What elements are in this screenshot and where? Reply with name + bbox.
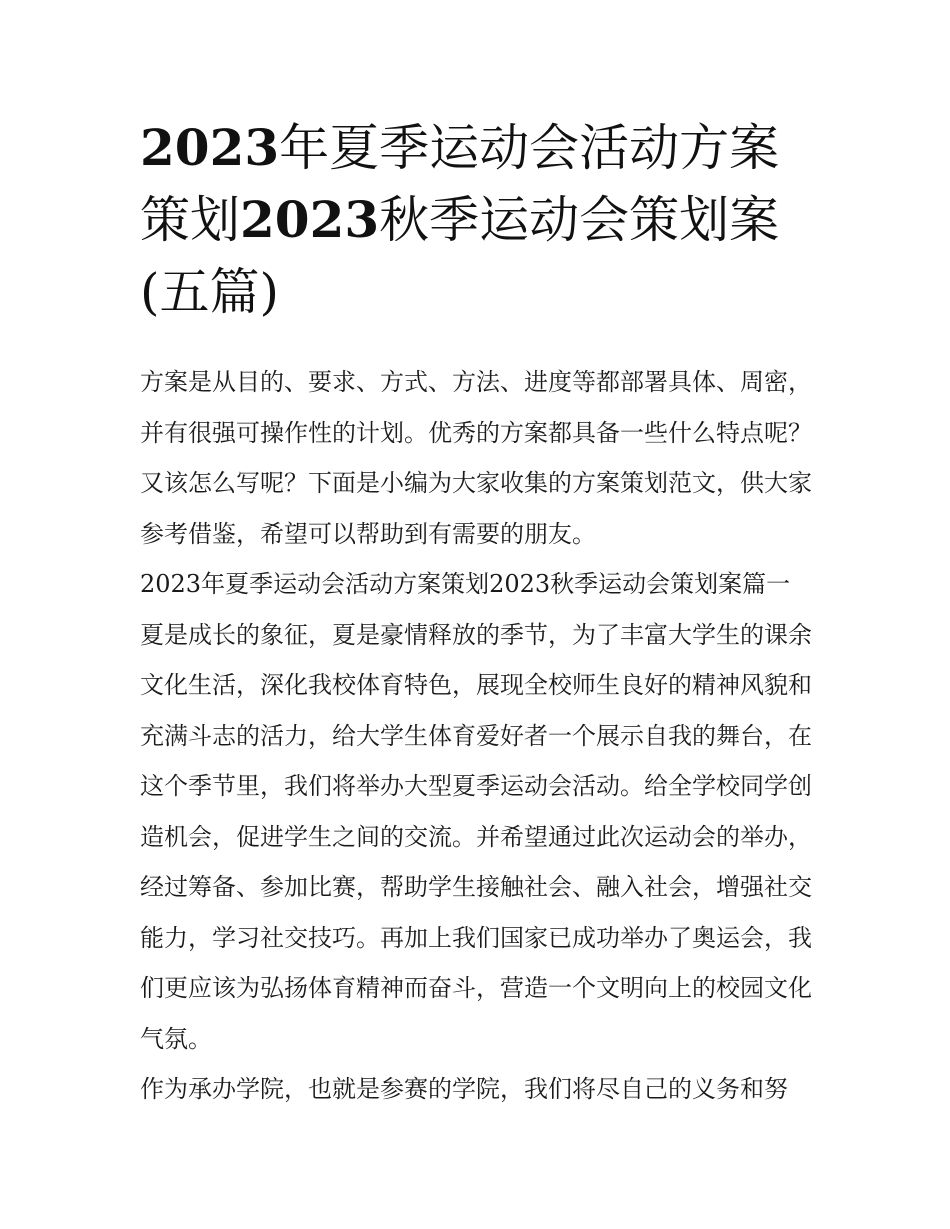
title-text-2: 秋季运动会策划案(五篇)	[140, 191, 780, 321]
title-year-1: 2023	[140, 118, 280, 177]
body-paragraph-continued: 作为承办学院，也就是参赛的学院，我们将尽自己的义务和努	[140, 1075, 788, 1103]
document-title	[140, 112, 820, 328]
body-paragraph: 夏是成长的象征，夏是豪情释放的季节，为了丰富大学生的课余文化生活，深化我校体育特色，展现全校师生良好的精神风貌和充满斗志的活力，给大学生体育爱好者一个展示自我的舞台，在这个季节里，我们将举办大型夏季运动会活动。给全学校同学创造机会，促进学生之间的交流。并希望通过此次运动会的举办，经过筹备、参加比赛，帮助学生接触社会、融入社会，增强社交能力，学习社交技巧。再加上我们国家已成功举办了奥运会，我们更应该为弘扬体育精神而奋斗，营造一个文明向上的校园文化气氛。	[140, 620, 812, 1053]
title-text-1: 年夏季运动会活动方案策划	[140, 119, 780, 249]
section-heading: 2023年夏季运动会活动方案策划2023秋季运动会策划案篇一	[140, 570, 791, 598]
document-body	[140, 357, 820, 1115]
title-year-2: 2023	[240, 190, 380, 249]
intro-paragraph: 方案是从目的、要求、方式、方法、进度等都部署具体、周密，并有很强可操作性的计划。优秀的方案都具备一些什么特点呢？又该怎么写呢？下面是小编为大家收集的方案策划范文，供大家参考借鉴，希望可以帮助到有需要的朋友。	[140, 368, 812, 548]
